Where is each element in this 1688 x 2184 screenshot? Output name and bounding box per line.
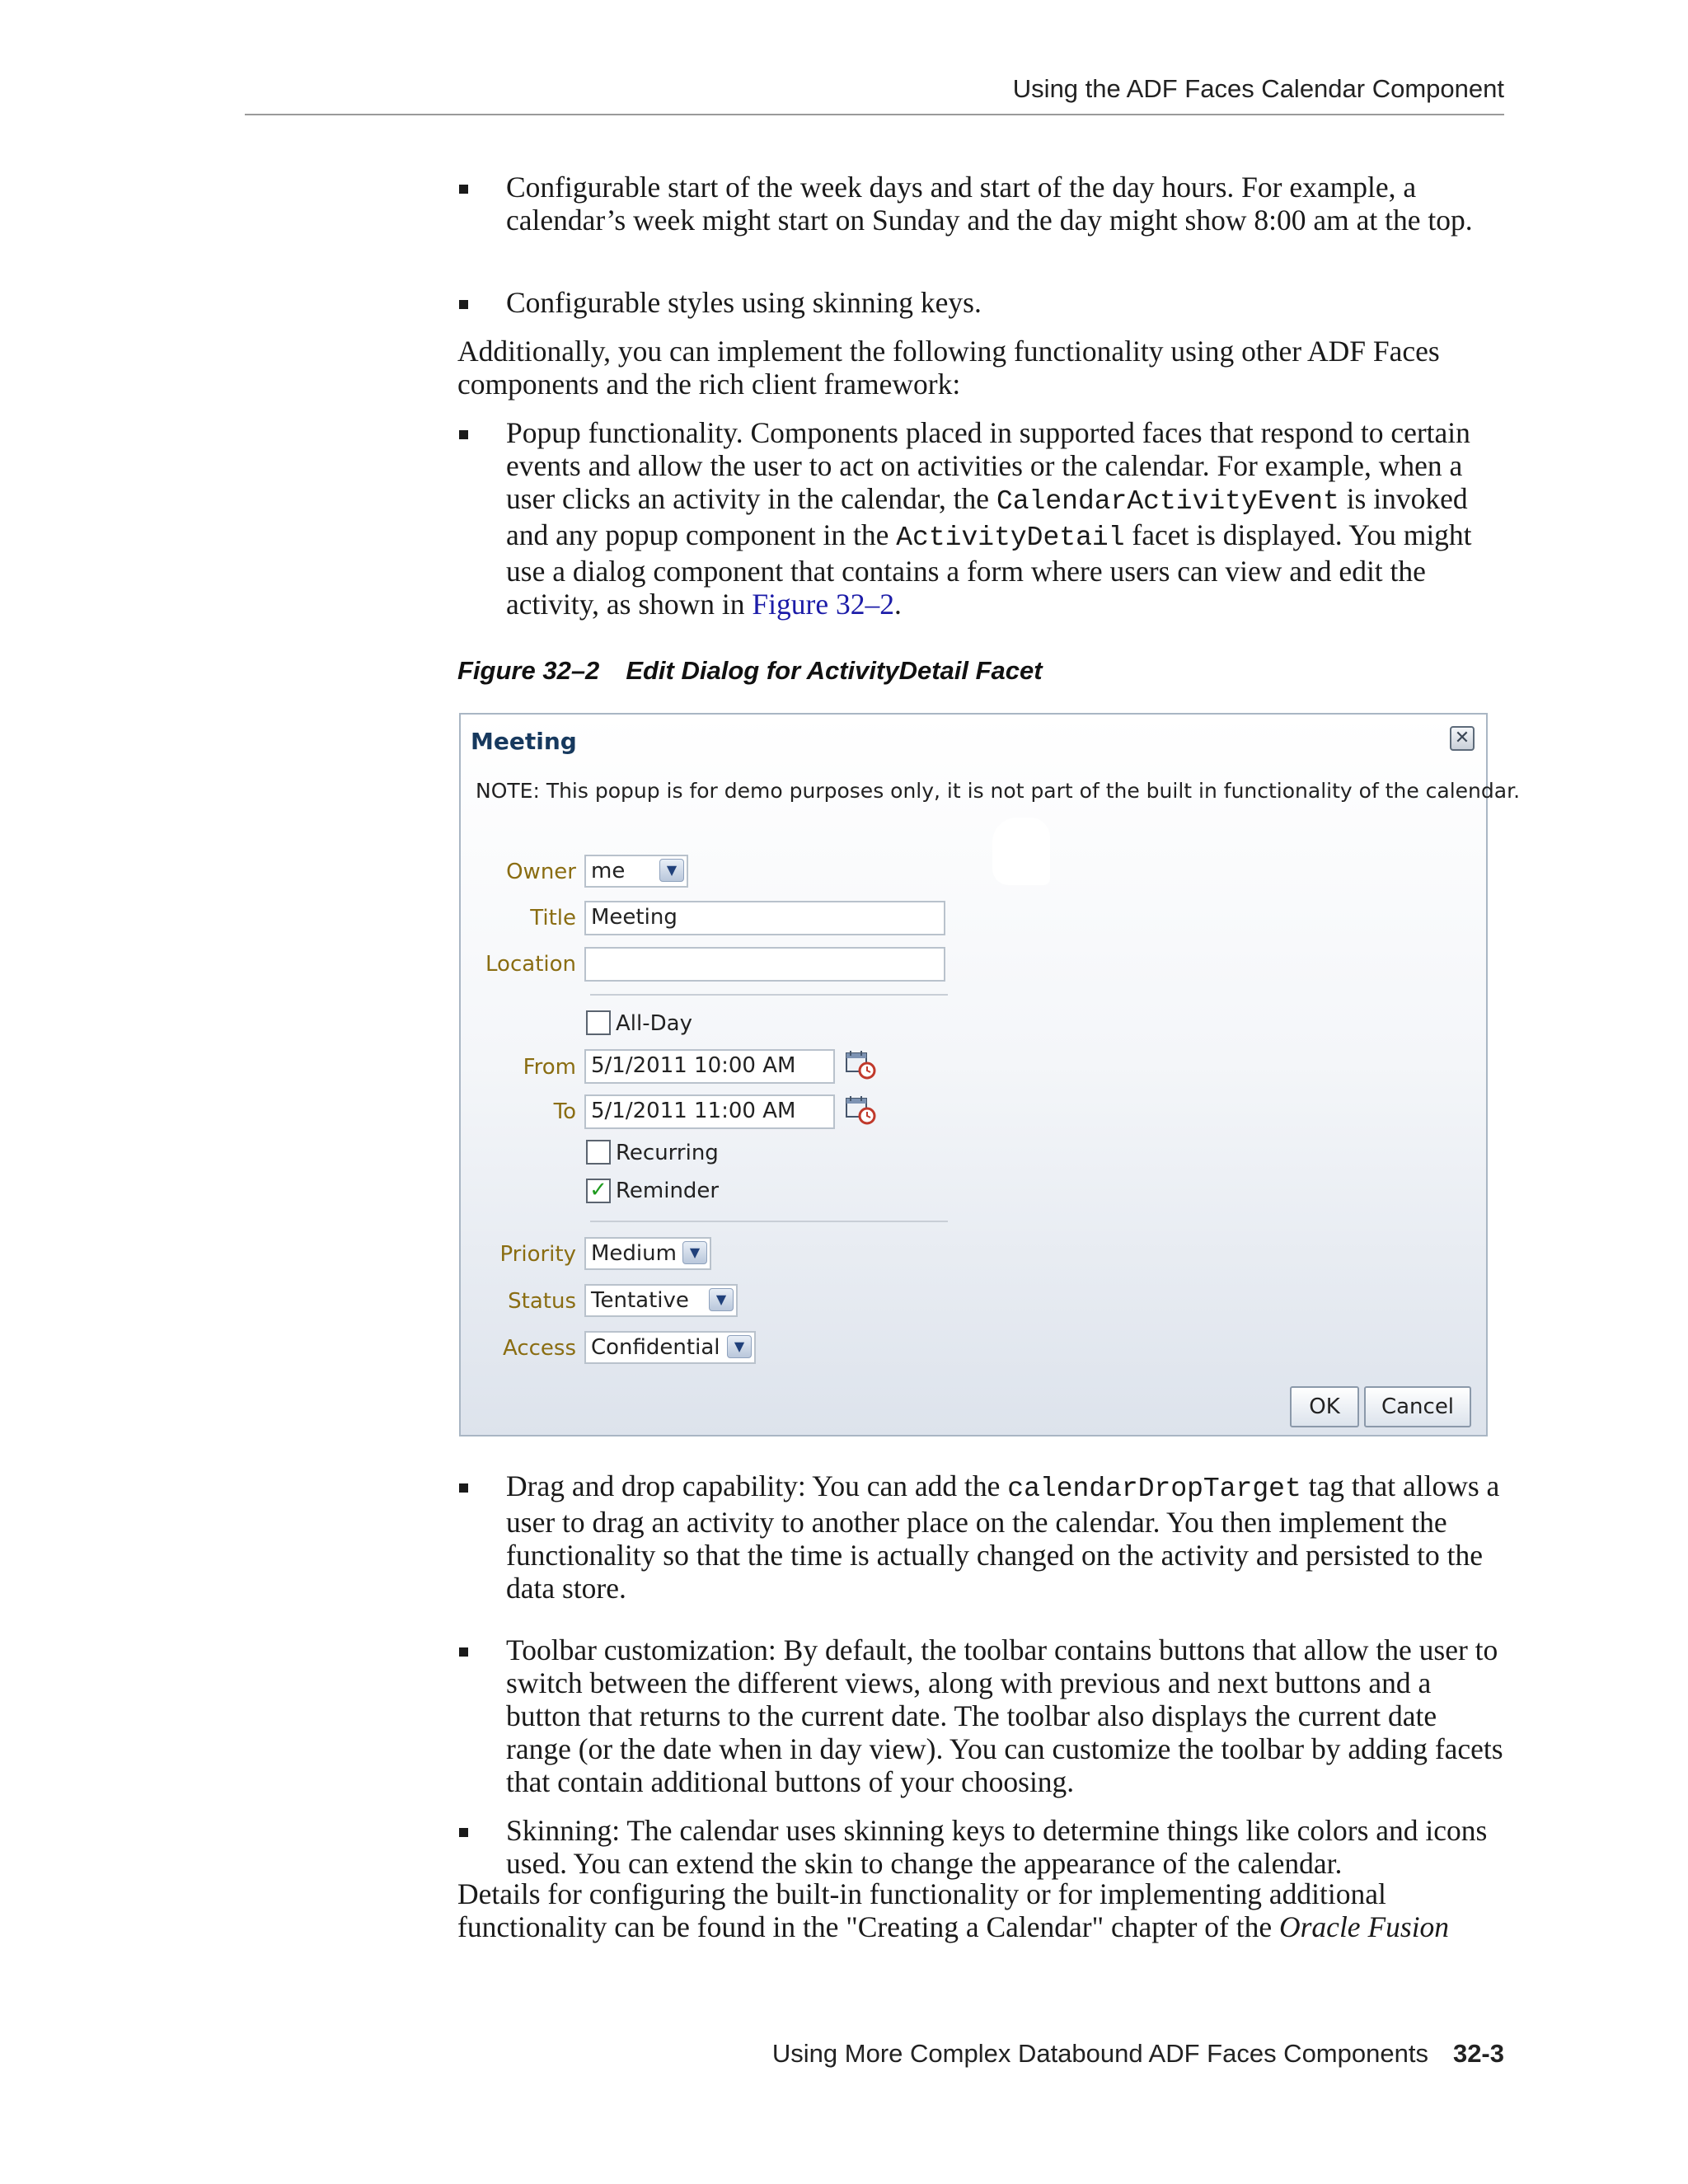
from-label: From xyxy=(523,1055,576,1080)
from-date-input[interactable]: 5/1/2011 10:00 AM xyxy=(584,1049,835,1084)
bullet-square-icon xyxy=(459,185,468,194)
list-item xyxy=(457,171,1508,237)
priority-label: Priority xyxy=(499,1242,576,1267)
calendar-clock-icon[interactable] xyxy=(844,1094,877,1126)
list-item xyxy=(457,1633,1508,1798)
figure-caption: Figure 32–2 Edit Dialog for ActivityDetail Facet xyxy=(457,656,1043,685)
code-activity-detail: ActivityDetail xyxy=(896,523,1125,553)
separator xyxy=(590,994,948,996)
reminder-label: Reminder xyxy=(616,1179,720,1203)
status-select[interactable]: Tentative ▼ xyxy=(584,1284,738,1317)
status-label: Status xyxy=(508,1289,576,1314)
footer-text: Using More Complex Databound ADF Faces Components xyxy=(771,2039,1428,2068)
priority-select[interactable]: Medium ▼ xyxy=(584,1237,711,1270)
bullet-square-icon xyxy=(459,300,468,309)
bullet-square-icon xyxy=(459,1483,468,1493)
list-item-text: Configurable start of the week days and start of the day hours. For example, a calendar’s week might start on Sunday and the day might show 8:00 am at the top. xyxy=(506,171,1473,237)
paragraph: Additionally, you can implement the following functionality using other ADF Faces components and the rich client framework: xyxy=(457,335,1440,401)
list-item-text: Configurable styles using skinning keys. xyxy=(506,286,982,319)
code-calendar-activity-event: CalendarActivityEvent xyxy=(996,486,1339,517)
calendar-clock-icon[interactable] xyxy=(844,1049,877,1080)
header-title: Using the ADF Faces Calendar Component xyxy=(1012,74,1504,103)
list-item xyxy=(457,1814,1508,1880)
title-input[interactable]: Meeting xyxy=(584,901,945,935)
list-item-text: Drag and drop capability: You can add the calendarDropTarget tag that allows a user to drag an activity to another place on the calendar. You then implement the functionality so that the time is actually changed on the activity and persisted to the data store. xyxy=(506,1469,1500,1605)
dialog-note: NOTE: This popup is for demo purposes only, it is not part of the built in functionality of the calendar. xyxy=(476,779,1521,803)
all-day-label: All-Day xyxy=(616,1011,692,1036)
list-item-text: Popup functionality. Components placed in supported faces that respond to certain events and allow the user to act on activities or the calendar. For example, when a user clicks an activity in the calendar, the CalendarActivityEvent is invoked and any popup component in the ActivityDetail facet is displayed. You might use a dialog component that contains a form where users can view and edit the activity, as shown in Figure 32–2. xyxy=(506,416,1472,621)
header-rule xyxy=(245,114,1504,115)
owner-select[interactable]: me ▼ xyxy=(584,855,688,888)
bullet-square-icon xyxy=(459,1828,468,1837)
book-title: Oracle Fusion xyxy=(1278,1910,1450,1943)
bullet-square-icon xyxy=(459,1647,468,1657)
title-label: Title xyxy=(530,906,576,930)
cancel-button[interactable]: Cancel xyxy=(1364,1386,1471,1427)
all-day-checkbox[interactable] xyxy=(586,1010,611,1035)
image-artifact xyxy=(992,818,1050,885)
owner-label: Owner xyxy=(506,860,576,884)
dialog-title: Meeting xyxy=(471,728,577,755)
paragraph: Details for configuring the built-in functionality or for implementing additional functionality can be found in the "Creating a Calendar" chapter of the Oracle Fusion xyxy=(457,1877,1450,1943)
page-footer xyxy=(772,2039,1504,2069)
to-label: To xyxy=(553,1099,576,1124)
list-item-text: Skinning: The calendar uses skinning keys to determine things like colors and icons used. You can extend the skin to change the appearance of the calendar. xyxy=(506,1814,1488,1880)
list-item-text: Toolbar customization: By default, the toolbar contains buttons that allow the user to switch between the different views, along with previous and next buttons and a button that returns to the current date. The toolbar also displays the current date range (or the date when in day view). You can customize the toolbar by adding facets that contain additional buttons of your choosing. xyxy=(506,1633,1503,1798)
page-number: 32-3 xyxy=(1452,2039,1504,2068)
chevron-down-icon[interactable]: ▼ xyxy=(727,1335,752,1358)
location-input[interactable] xyxy=(584,947,945,982)
separator xyxy=(590,1221,948,1222)
to-date-input[interactable]: 5/1/2011 11:00 AM xyxy=(584,1094,835,1129)
chevron-down-icon[interactable]: ▼ xyxy=(709,1288,734,1311)
figure-link[interactable]: Figure 32–2 xyxy=(752,588,894,621)
location-label: Location xyxy=(485,952,576,977)
reminder-checkbox[interactable]: ✓ xyxy=(586,1179,611,1203)
meeting-dialog xyxy=(459,713,1521,1436)
close-icon[interactable]: ✕ xyxy=(1450,726,1475,751)
bullet-square-icon xyxy=(459,430,468,439)
list-item-drag-drop xyxy=(457,1469,1508,1605)
chevron-down-icon[interactable]: ▼ xyxy=(659,859,684,882)
recurring-label: Recurring xyxy=(616,1141,719,1165)
access-select[interactable]: Confidential ▼ xyxy=(584,1331,756,1364)
access-label: Access xyxy=(502,1336,576,1361)
code-calendar-drop-target: calendarDropTarget xyxy=(1007,1474,1301,1504)
list-item-popup xyxy=(457,416,1508,621)
chevron-down-icon[interactable]: ▼ xyxy=(682,1241,707,1264)
list-item xyxy=(457,286,1508,319)
recurring-checkbox[interactable] xyxy=(586,1140,611,1165)
ok-button[interactable]: OK xyxy=(1290,1386,1359,1427)
